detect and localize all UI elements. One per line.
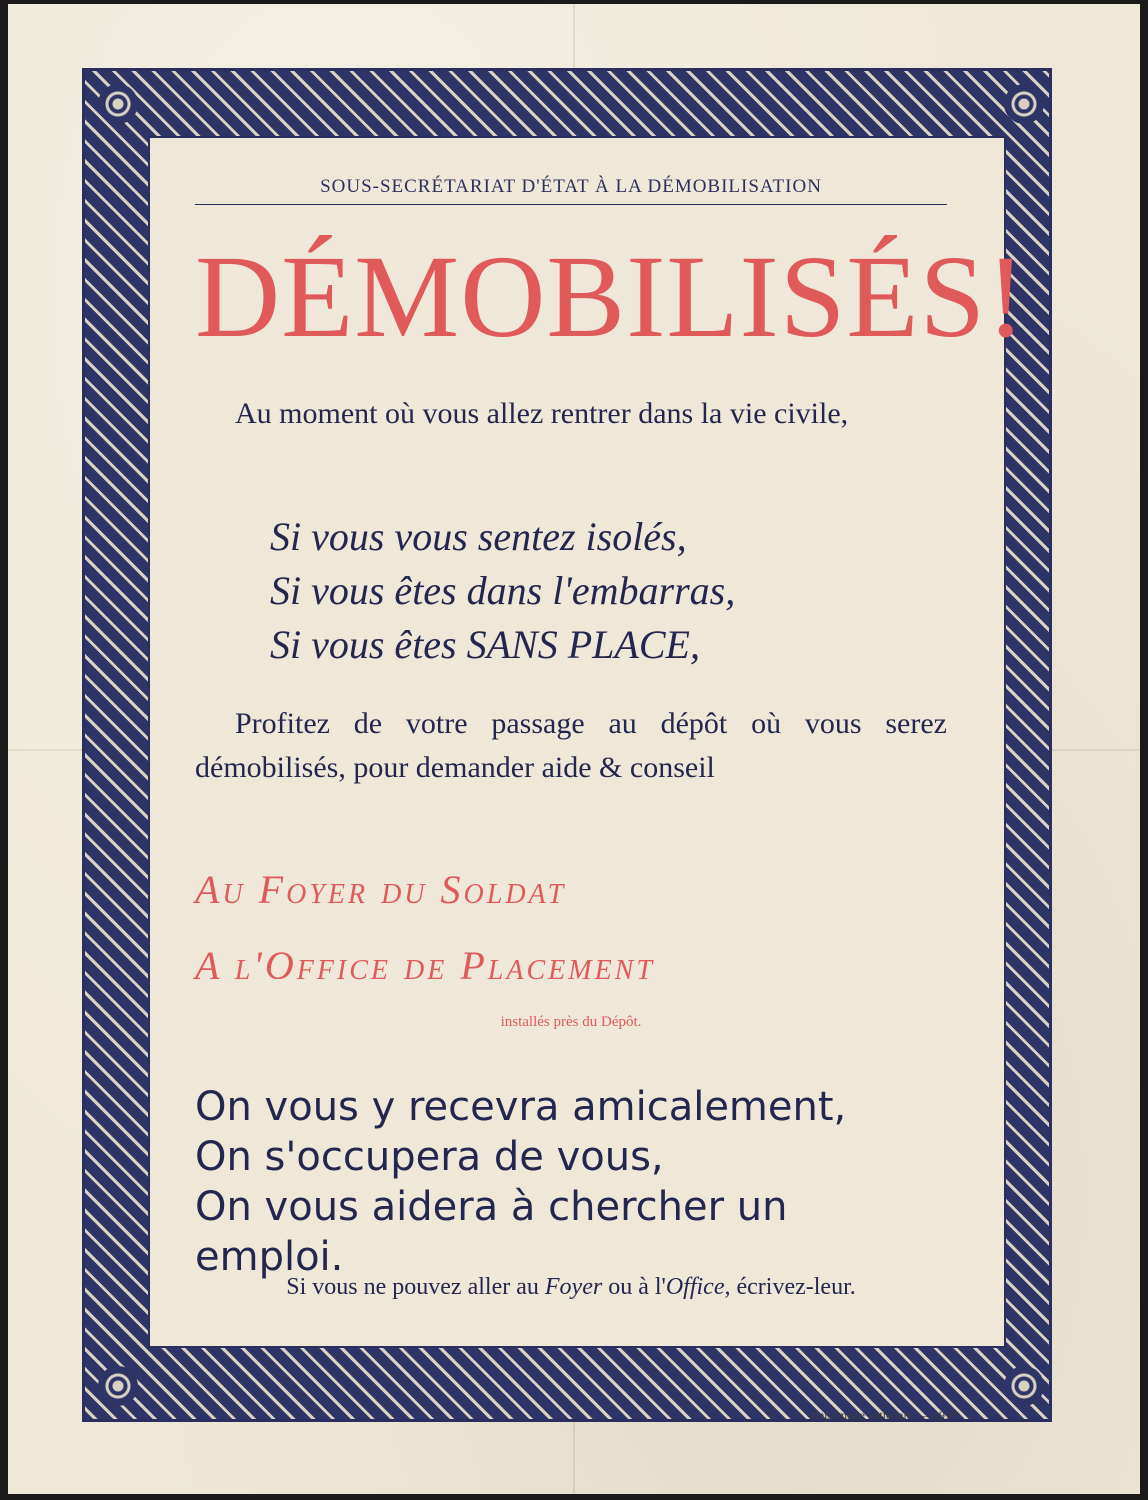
advice-paragraph: Profitez de votre passage au dépôt où vous serez démobilisés, pour demander aide & conseil — [195, 707, 947, 784]
page-title: DÉMOBILISÉS! — [195, 231, 1027, 362]
promise-line: On vous aidera à chercher un emploi. — [195, 1184, 788, 1280]
printer-imprint: Imprimerie nationale. — 1919. — [811, 1408, 960, 1422]
closing-line — [195, 1274, 947, 1301]
italic-line: Si vous vous sentez isolés, — [270, 514, 687, 559]
closing-foyer: Foyer — [544, 1274, 603, 1300]
intro-paragraph: Au moment où vous allez rentrer dans la vie civile, — [235, 397, 849, 430]
location-note: installés près du Dépôt. — [500, 1014, 642, 1030]
corner-rosette-icon — [98, 1366, 138, 1406]
closing-part2: ou à l' — [602, 1274, 666, 1300]
promise-line: On vous y recevra amicalement, — [195, 1084, 847, 1130]
corner-rosette-icon — [98, 84, 138, 124]
closing-part1: Si vous ne pouvez aller au — [286, 1274, 545, 1300]
italic-line: Si vous êtes SANS PLACE, — [270, 622, 700, 667]
italic-line: Si vous êtes dans l'embarras, — [270, 568, 736, 613]
italic-lines — [270, 510, 930, 672]
closing-part3: écrivez-leur. — [730, 1274, 856, 1300]
promise-lines — [195, 1082, 947, 1282]
promise-line: On s'occupera de vous, — [195, 1134, 664, 1180]
closing-office: Office, — [665, 1274, 731, 1300]
header-line: SOUS-SECRÉTARIAT D'ÉTAT À LA DÉMOBILISATION — [195, 176, 947, 205]
corner-rosette-icon — [1004, 84, 1044, 124]
red-line-office: A l'Office de Placement — [195, 943, 655, 988]
red-line-foyer: Au Foyer du Soldat — [195, 867, 567, 912]
corner-rosette-icon — [1004, 1366, 1044, 1406]
